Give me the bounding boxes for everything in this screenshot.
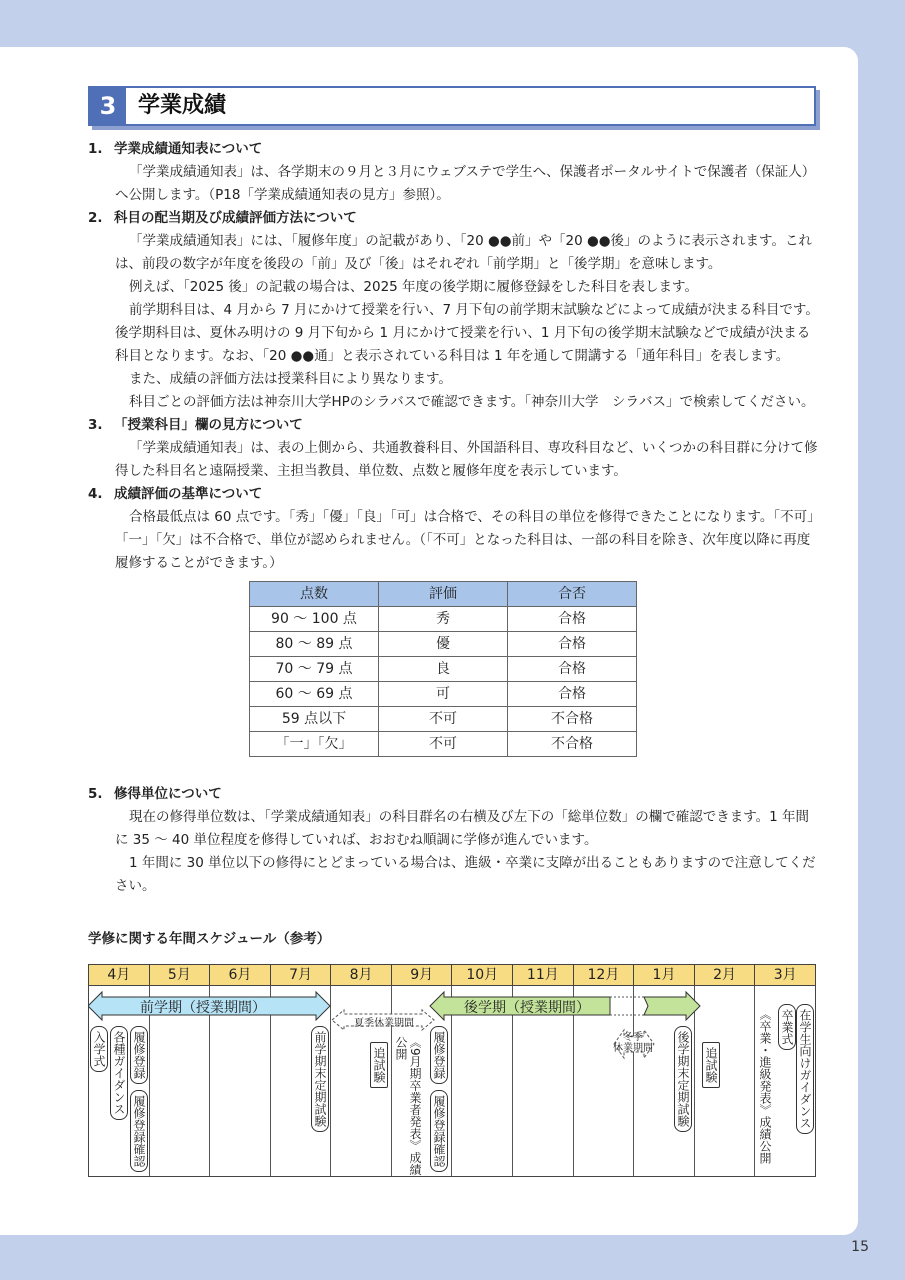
table-header: 合否	[508, 582, 637, 607]
event-makeup-exam-2: 追試験	[702, 1042, 720, 1088]
event-first-term-exam: 前学期末定期試験	[311, 1026, 329, 1132]
month-header-row	[88, 964, 816, 986]
event-makeup-exam-1: 追試験	[370, 1042, 388, 1088]
table-cell: 合格	[508, 657, 637, 682]
section-title: 学業成績	[138, 93, 227, 118]
table-cell: 可	[379, 682, 508, 707]
paragraph: 1 年間に 30 単位以下の修得にとどまっている場合は、進級・卒業に支障が出ることもありますので注意してください。	[115, 855, 816, 894]
month-cell: 2月	[695, 965, 756, 985]
item-heading-4	[88, 483, 820, 506]
month-cell: 3月	[773, 967, 797, 983]
table-cell: 不可	[379, 707, 508, 732]
paragraph: 合格最低点は 60 点です。「秀」「優」「良」「可」は合格で、その科目の単位を修得できたことになります。「不可」「一」「欠」は不合格で、単位が認められません。（「不可」となった科目は、一部の科目を除き、次年度以降に再度履修することができます。）	[115, 509, 814, 571]
item-heading-5	[88, 783, 820, 806]
item-heading-3	[88, 414, 820, 437]
table-cell: 70 〜 79 点	[250, 657, 379, 682]
item-number: 4.	[88, 486, 103, 502]
event-guidance: 各種ガイダンス	[110, 1026, 128, 1120]
item-number: 2.	[88, 210, 103, 226]
table-row	[250, 682, 637, 707]
month-cell: 9月	[392, 965, 453, 985]
event-student-guidance: 在学生向けガイダンス	[796, 1004, 814, 1134]
table-cell: 優	[379, 632, 508, 657]
item-heading-text: 成績評価の基準について	[114, 486, 263, 502]
table-cell: 合格	[508, 682, 637, 707]
month-cell: 12月	[574, 965, 635, 985]
month-cell: 8月	[331, 965, 392, 985]
table-row	[250, 607, 637, 632]
event-second-term-exam: 後学期末定期試験	[674, 1026, 692, 1132]
paragraph: また、成績の評価方法は授業科目により異なります。	[129, 371, 452, 387]
section-header	[88, 86, 816, 126]
page-number: 15	[851, 1239, 869, 1255]
table-cell: 合格	[508, 607, 637, 632]
table-header-row	[250, 582, 637, 607]
annual-schedule	[88, 964, 816, 1177]
table-cell: 不合格	[508, 707, 637, 732]
month-cell: 1月	[634, 965, 695, 985]
item-heading-text: 学業成績通知表について	[114, 141, 263, 157]
table-cell: 合格	[508, 632, 637, 657]
item-heading-text: 「授業科目」欄の見方について	[114, 417, 303, 433]
summer-break-label: 夏季休業期間	[354, 1018, 414, 1029]
event-registration-check-2: 履修登録確認	[430, 1090, 448, 1172]
table-cell: 不合格	[508, 732, 637, 757]
event-registration-check-1: 履修登録確認	[130, 1090, 148, 1172]
item-number: 3.	[88, 417, 103, 433]
winter-break-label	[608, 1032, 658, 1054]
month-cell: 10月	[452, 965, 513, 985]
table-cell: 良	[379, 657, 508, 682]
table-cell: 90 〜 100 点	[250, 607, 379, 632]
second-term-label: 後学期（授業期間）	[464, 1000, 590, 1016]
table-row	[250, 707, 637, 732]
table-row	[250, 657, 637, 682]
month-cell: 7月	[271, 965, 332, 985]
table-cell: 59 点以下	[250, 707, 379, 732]
table-cell: 「一」「欠」	[250, 732, 379, 757]
event-graduation: 卒業式	[778, 1004, 796, 1050]
table-header: 評価	[379, 582, 508, 607]
paragraph: 「学業成績通知表」は、各学期末の９月と３月にウェブステで学生へ、保護者ポータルサイトで保護者（保証人）へ公開します。（P18「学業成績通知表の見方」参照）。	[115, 164, 816, 203]
table-cell: 秀	[379, 607, 508, 632]
table-row	[250, 732, 637, 757]
paragraph: 「学業成績通知表」には、「履修年度」の記載があり、「20 ●●前」や「20 ●●後」のように表示されます。これは、前段の数字が年度を後段の「前」及び「後」はそれぞれ「前学期」と「後学期」を意味します。	[115, 233, 812, 272]
paragraph: 前学期科目は、4 月から 7 月にかけて授業を行い、7 月下旬の前学期末試験などによって成績が決まる科目です。後学期科目は、夏休み明けの 9 月下旬から 1 月にかけて授業を行い、1 月下旬の後学期末試験などで成績が決まる科目となります。なお、「20 ●●通」と表示されている科目は 1 年を通して開講する「通年科目」を表します。	[115, 302, 819, 364]
paragraph: 現在の修得単位数は、「学業成績通知表」の科目群名の右横及び左下の「総単位数」の欄で確認できます。1 年間に 35 〜 40 単位程度を修得していれば、おおむね順調に学修が進んでいます。	[115, 809, 810, 848]
month-cell: 4月	[89, 965, 150, 985]
item-heading-2	[88, 207, 820, 230]
winter-break-label-line2: 休業期間	[613, 1043, 653, 1054]
item-heading-text: 修得単位について	[114, 786, 222, 802]
table-cell: 60 〜 69 点	[250, 682, 379, 707]
event-entrance: 入学式	[90, 1026, 108, 1072]
schedule-title: 学修に関する年間スケジュール（参考）	[88, 931, 331, 947]
month-cell: 5月	[150, 965, 211, 985]
month-cell: 6月	[210, 965, 271, 985]
item-heading-1	[88, 138, 820, 161]
table-header: 点数	[250, 582, 379, 607]
event-results-september: 《9月期卒業者発表》成績公開	[394, 1036, 422, 1176]
main-content	[88, 138, 820, 898]
month-cell: 11月	[513, 965, 574, 985]
item-number: 5.	[88, 786, 103, 802]
first-term-label: 前学期（授業期間）	[140, 1000, 266, 1016]
paragraph: 科目ごとの評価方法は神奈川大学HPのシラバスで確認できます。「神奈川大学 シラバス」で検索してください。	[129, 394, 815, 410]
table-row	[250, 632, 637, 657]
second-term-arrow-end	[644, 992, 700, 1020]
event-registration-2: 履修登録	[430, 1026, 448, 1084]
event-registration-1: 履修登録	[130, 1026, 148, 1084]
table-cell: 不可	[379, 732, 508, 757]
grade-table	[249, 581, 637, 757]
section-number: 3	[90, 88, 126, 124]
event-results-march: 《卒業・進級発表》成績公開	[758, 1008, 772, 1164]
winter-break-label-line1: 冬季	[623, 1032, 643, 1043]
paragraph: 「学業成績通知表」は、表の上側から、共通教養科目、外国語科目、専攻科目など、いくつかの科目群に分けて修得した科目名と遠隔授業、主担当教員、単位数、点数と履修年度を表示しています。	[115, 440, 818, 479]
item-number: 1.	[88, 141, 103, 157]
item-heading-text: 科目の配当期及び成績評価方法について	[114, 210, 357, 226]
table-cell: 80 〜 89 点	[250, 632, 379, 657]
paragraph: 例えば、「2025 後」の記載の場合は、2025 年度の後学期に履修登録をした科目を表します。	[129, 279, 698, 295]
